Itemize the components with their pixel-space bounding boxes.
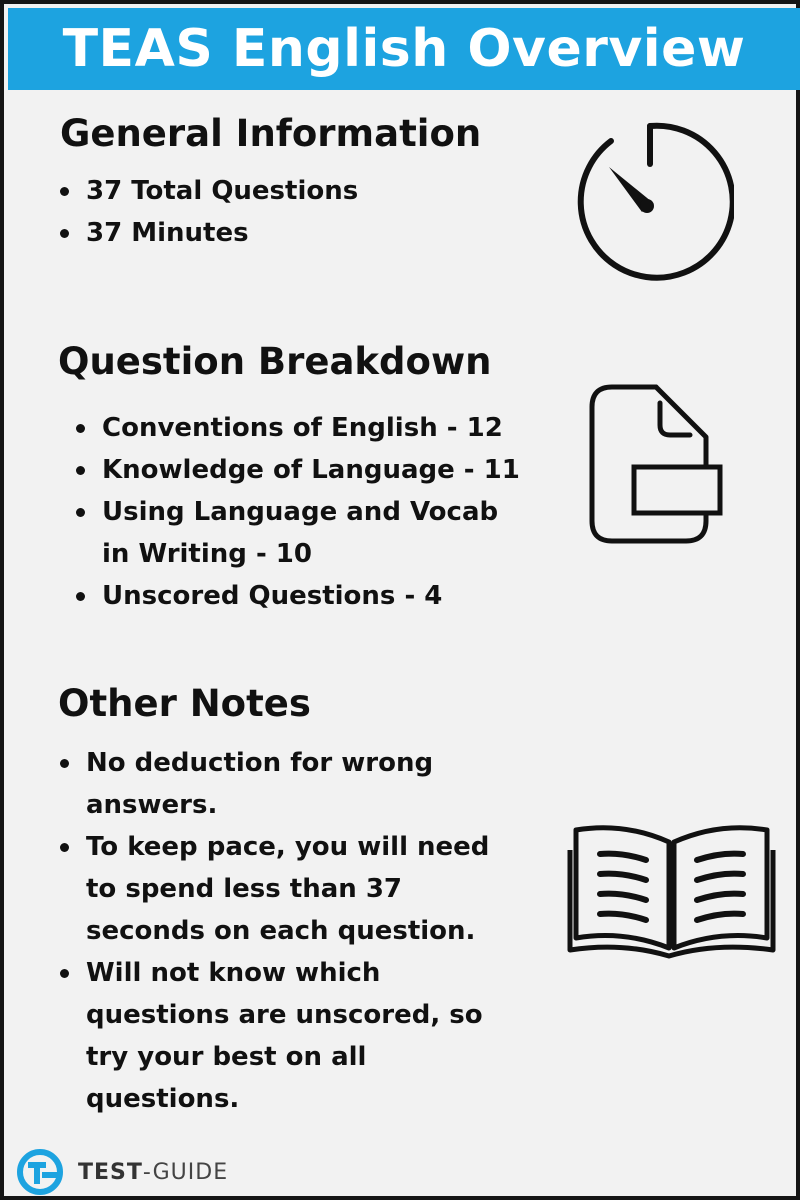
- list-item: To keep pace, you will need to spend less than 37 seconds on each question.: [58, 826, 528, 952]
- other-notes-heading: Other Notes: [58, 682, 311, 725]
- brand-name-strong: TEST: [78, 1159, 143, 1185]
- tg-logo-icon: [16, 1148, 64, 1196]
- list-item: No deduction for wrong answers.: [58, 742, 528, 826]
- general-information-heading: General Information: [60, 112, 482, 155]
- list-item: Knowledge of Language - 11: [74, 449, 524, 491]
- stopwatch-icon: [564, 119, 734, 284]
- brand-name-light: -GUIDE: [142, 1159, 229, 1185]
- question-breakdown-heading: Question Breakdown: [58, 340, 492, 383]
- list-item: Unscored Questions - 4: [74, 575, 524, 617]
- header-banner: [8, 8, 800, 90]
- list-item: Using Language and Vocab in Writing - 10: [74, 491, 524, 575]
- brand-name: [78, 1160, 228, 1185]
- footer-brand: [16, 1146, 228, 1198]
- document-icon: [584, 379, 734, 549]
- list-item: 37 Total Questions: [58, 170, 478, 212]
- list-item: Conventions of English - 12: [74, 407, 524, 449]
- question-breakdown-list: [74, 407, 524, 617]
- page-title: TEAS English Overview: [62, 19, 746, 79]
- open-book-icon: [564, 822, 779, 962]
- list-item: Will not know which questions are unscored, so try your best on all questions.: [58, 952, 528, 1120]
- other-notes-list: [58, 742, 528, 1120]
- list-item: 37 Minutes: [58, 212, 478, 254]
- general-information-list: [58, 170, 478, 254]
